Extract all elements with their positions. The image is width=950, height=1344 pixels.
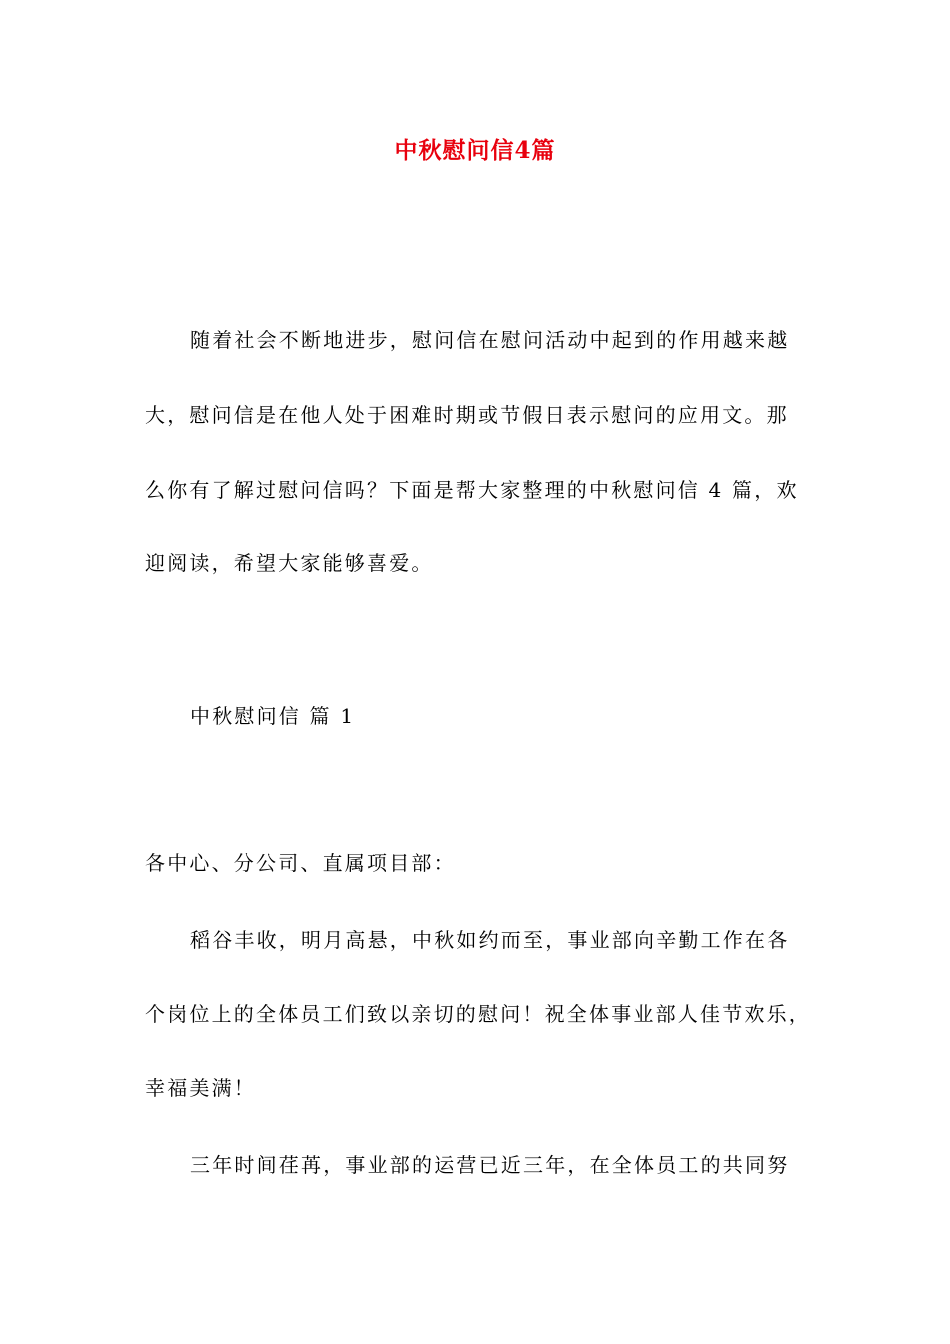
section-heading: 中秋慰问信 篇 1 — [190, 704, 356, 728]
intro-line-1: 随着社会不断地进步，慰问信在慰问活动中起到的作用越来越 — [190, 328, 790, 352]
intro-line-2: 大，慰问信是在他人处于困难时期或节假日表示慰问的应用文。那 — [145, 403, 789, 427]
paragraph2-line-1: 三年时间荏苒，事业部的运营已近三年，在全体员工的共同努 — [190, 1153, 790, 1177]
intro-line-3: 么你有了解过慰问信吗？下面是帮大家整理的中秋慰问信 4 篇，欢 — [145, 478, 799, 502]
paragraph1-line-1: 稻谷丰收，明月高悬，中秋如约而至，事业部向辛勤工作在各 — [190, 928, 790, 952]
paragraph1-line-3: 幸福美满！ — [145, 1076, 256, 1100]
intro-line-4: 迎阅读，希望大家能够喜爱。 — [145, 551, 434, 575]
paragraph1-line-2: 个岗位上的全体员工们致以亲切的慰问！祝全体事业部人佳节欢乐， — [145, 1002, 811, 1026]
salutation: 各中心、分公司、直属项目部： — [145, 851, 456, 875]
document-title: 中秋慰问信4篇 — [394, 137, 556, 164]
